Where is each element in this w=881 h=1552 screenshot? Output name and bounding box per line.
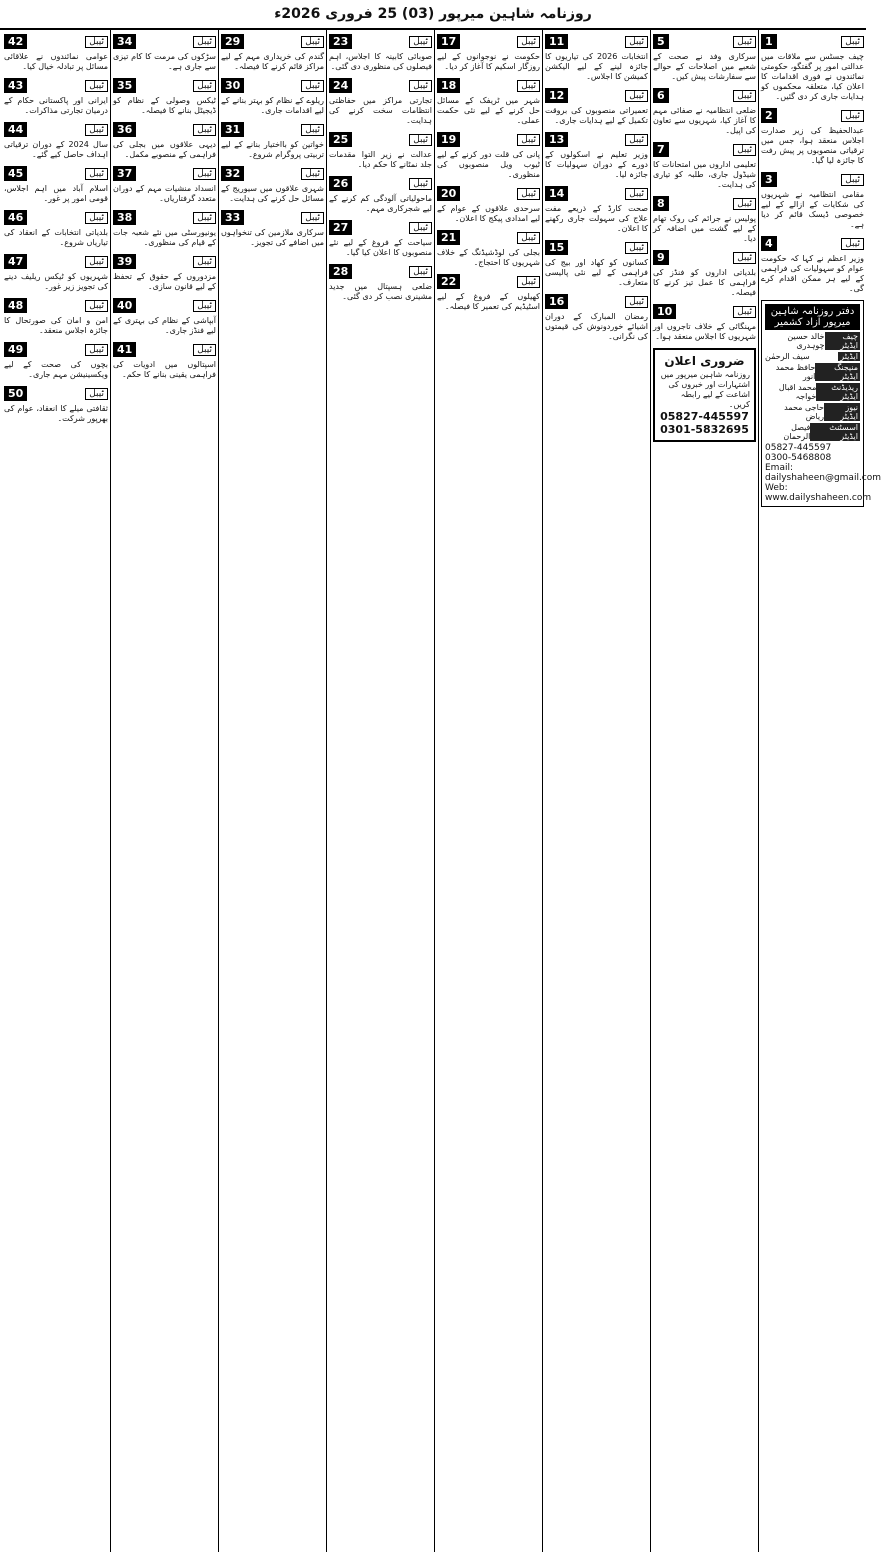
news-item [653,34,756,82]
staff-role: نیوز ایڈیٹر [824,403,860,421]
staff-name: فیصل الرحمان [783,423,811,441]
item-text: ضلعی انتظامیہ نے صفائی مہم کا آغاز کیا، شہریوں سے تعاون کی اپیل۔ [653,106,756,135]
item-number: 44 [4,122,27,137]
item-text: مقامی انتظامیہ نے شہریوں کی شکایات کے ازالے کے لیے خصوصی ڈیسک قائم کر دیا ہے۔ [761,190,864,229]
news-item [113,34,216,72]
item-header [653,142,756,157]
staff-row [765,363,860,381]
item-header [545,294,648,309]
news-item [329,78,432,126]
item-number: 47 [4,254,27,269]
news-column [2,30,110,1552]
item-header [4,210,108,225]
item-text: سرکاری وفد نے صحت کے شعبے میں اصلاحات کے حوالے سے سفارشات پیش کیں۔ [653,52,756,81]
item-tag: ٹیبل [625,134,648,146]
item-text: حکومت نے نوجوانوں کے لیے روزگار اسکیم کا آغاز کر دیا۔ [437,52,540,71]
item-header [4,78,108,93]
item-text: کسانوں کو کھاد اور بیج کی فراہمی کے لیے نئی پالیسی متعارف۔ [545,258,648,287]
item-header [113,122,216,137]
news-item [113,298,216,336]
item-number: 32 [221,166,244,181]
staff-row [765,332,860,350]
item-text: سال 2024 کے دوران ترقیاتی اہداف حاصل کیے گئے۔ [4,140,108,159]
staff-row [765,352,860,361]
item-number: 2 [761,108,777,123]
item-text: وزیر اعظم نے کہا کہ حکومت عوام کو سہولیات کی فراہمی کے لیے ہر ممکن اقدام کرے گی۔ [761,254,864,293]
item-text: اسلام آباد میں اہم اجلاس، قومی امور پر غور۔ [4,184,108,203]
news-item [545,88,648,126]
item-header [653,196,756,211]
news-item [113,254,216,292]
item-text: رمضان المبارک کے دوران اشیائے خوردونوش کی قیمتوں کی نگرانی۔ [545,312,648,341]
news-item [4,254,108,292]
item-number: 27 [329,220,352,235]
item-header [113,342,216,357]
item-header [329,176,432,191]
item-tag: ٹیبل [409,222,432,234]
item-number: 50 [4,386,27,401]
item-text: سرحدی علاقوں کے عوام کے لیے امدادی پیکج کا اعلان۔ [437,204,540,223]
staff-row [765,403,860,421]
item-text: اسپتالوں میں ادویات کی فراہمی یقینی بنانے کا حکم۔ [113,360,216,379]
item-text: سیاحت کے فروغ کے لیے نئے منصوبوں کا اعلان کیا گیا۔ [329,238,432,257]
item-number: 3 [761,172,777,187]
item-header [329,264,432,279]
item-text: بلدیاتی انتخابات کے انعقاد کی تیاریاں شروع۔ [4,228,108,247]
contact-phone: 05827-445597 [765,443,832,453]
news-item [545,34,648,82]
item-text: سرکاری ملازمین کی تنخواہوں میں اضافے کی تجویز۔ [221,228,324,247]
item-number: 11 [545,34,568,49]
news-column [650,30,758,1552]
item-text: چیف جسٹس سے ملاقات میں عدالتی امور پر گفتگو، حکومتی نمائندوں نے فوری اقدامات کا اعلان کیا، متعلقہ محکموں کو ہدایات جاری کر دی گئیں۔ [761,52,864,101]
item-text: مہنگائی کے خلاف تاجروں اور شہریوں کا اجلاس منعقد ہوا۔ [653,322,756,341]
news-item [437,274,540,312]
item-header [329,78,432,93]
item-header [437,34,540,49]
item-header [4,254,108,269]
contact-email[interactable]: Email: dailyshaheen@gmail.com [765,463,881,483]
item-tag: ٹیبل [841,174,864,186]
news-item [545,294,648,342]
item-text: پولیس نے جرائم کی روک تھام کے لیے گشت میں اضافہ کر دیا۔ [653,214,756,243]
item-tag: ٹیبل [841,36,864,48]
item-header [4,386,108,401]
item-text: ضلعی ہسپتال میں جدید مشینری نصب کر دی گئی۔ [329,282,432,301]
news-item [437,230,540,268]
item-header [113,298,216,313]
item-text: انتخابات 2026 کی تیاریوں کا جائزہ لینے کے لیے الیکشن کمیشن کا اجلاس۔ [545,52,649,81]
news-item [761,172,864,230]
item-text: بجلی کی لوڈشیڈنگ کے خلاف شہریوں کا احتجاج۔ [437,248,540,267]
item-text: عوامی نمائندوں نے علاقائی مسائل پر تبادلہ خیال کیا۔ [4,52,108,71]
item-header [4,166,108,181]
news-column [218,30,326,1552]
item-number: 20 [437,186,460,201]
item-text: بلدیاتی اداروں کو فنڈز کی فراہمی کا عمل تیز کرنے کا فیصلہ۔ [653,268,756,297]
item-number: 18 [437,78,460,93]
item-header [4,298,108,313]
item-number: 5 [653,34,669,49]
item-tag: ٹیبل [193,212,216,224]
item-text: گندم کی خریداری مہم کے لیے مراکز قائم کرنے کا فیصلہ۔ [221,52,324,71]
item-number: 12 [545,88,568,103]
item-header [221,122,324,137]
news-item [221,34,324,72]
item-number: 6 [653,88,669,103]
item-text: ریلوے کے نظام کو بہتر بنانے کے لیے اقدامات جاری۔ [221,96,324,115]
item-tag: ٹیبل [625,242,648,254]
item-number: 41 [113,342,136,357]
item-text: شہر میں ٹریفک کے مسائل حل کرنے کے لیے نئی حکمت عملی۔ [437,96,540,125]
news-item [113,78,216,116]
item-header [221,34,324,49]
item-tag: ٹیبل [733,36,756,48]
item-text: صحت کارڈ کے ذریعے مفت علاج کی سہولت جاری رکھنے کا اعلان۔ [545,204,648,233]
announcement-phone: 0301-5832695 [660,423,749,436]
item-tag: ٹیبل [625,296,648,308]
item-header [221,210,324,225]
item-text: عبدالحفیظ کی زیر صدارت اجلاس منعقد ہوا، جس میں ترقیاتی منصوبوں پر پیش رفت کا جائزہ لیا گیا۔ [761,126,864,165]
staff-panel [761,300,881,507]
item-tag: ٹیبل [301,80,324,92]
item-text: آبپاشی کے نظام کی بہتری کے لیے فنڈز جاری۔ [113,316,216,335]
news-column [434,30,542,1552]
item-number: 42 [4,34,27,49]
item-number: 17 [437,34,460,49]
item-header [437,78,540,93]
item-text: امن و امان کی صورتحال کا جائزہ اجلاس منعقد۔ [4,316,108,335]
news-item [653,250,756,298]
news-item [4,210,108,248]
news-item [4,298,108,336]
item-number: 33 [221,210,244,225]
item-header [437,230,540,245]
item-tag: ٹیبل [85,212,108,224]
item-number: 38 [113,210,136,225]
item-text: کھیلوں کے فروغ کے لیے اسٹیڈیم کی تعمیر کا فیصلہ۔ [437,292,540,311]
item-header [4,342,108,357]
staff-name: حافظ محمد انور [775,363,816,381]
item-tag: ٹیبل [85,344,108,356]
item-text: ٹیکس وصولی کے نظام کو ڈیجیٹل بنانے کا فیصلہ۔ [113,96,216,115]
news-column [758,30,881,1552]
item-text: انسداد منشیات مہم کے دوران متعدد گرفتاریاں۔ [113,184,216,203]
item-header [4,122,108,137]
item-tag: ٹیبل [301,212,324,224]
item-tag: ٹیبل [733,90,756,102]
news-item [437,78,540,126]
item-number: 1 [761,34,777,49]
news-item [329,220,432,258]
news-item [221,166,324,204]
item-header [545,88,648,103]
item-tag: ٹیبل [193,344,216,356]
news-item [4,386,108,424]
staff-role: ایڈیٹر [840,352,858,361]
item-tag: ٹیبل [625,36,648,48]
item-number: 23 [329,34,352,49]
item-number: 37 [113,166,136,181]
news-item [437,186,540,224]
news-item [4,78,108,116]
item-text: عدالت نے زیر التوا مقدمات جلد نمٹانے کا حکم دیا۔ [329,150,432,169]
item-header [4,34,108,49]
item-number: 8 [653,196,669,211]
news-item [221,122,324,160]
item-number: 26 [329,176,352,191]
item-tag: ٹیبل [409,134,432,146]
item-tag: ٹیبل [85,80,108,92]
item-header [545,186,648,201]
item-number: 7 [653,142,669,157]
contact-phone: 0300-5468808 [765,453,832,463]
item-number: 45 [4,166,27,181]
news-item [4,342,108,380]
item-text: ثقافتی میلے کا انعقاد، عوام کی بھرپور شرکت۔ [4,404,108,423]
news-item [329,34,432,72]
item-header [113,254,216,269]
news-item [545,240,648,288]
item-tag: ٹیبل [517,188,540,200]
news-item [4,122,108,160]
news-column [326,30,434,1552]
item-number: 35 [113,78,136,93]
item-number: 13 [545,132,568,147]
item-tag: ٹیبل [517,232,540,244]
news-item [653,304,756,342]
item-header [545,240,648,255]
item-text: تجارتی مراکز میں حفاظتی انتظامات سخت کرنے کی ہدایت۔ [329,96,432,125]
staff-name: حاجی محمد ریاض [784,403,824,421]
news-item [545,132,648,180]
news-column [110,30,218,1552]
item-number: 31 [221,122,244,137]
item-number: 4 [761,236,777,251]
item-tag: ٹیبل [193,300,216,312]
item-header [653,304,756,319]
item-tag: ٹیبل [625,90,648,102]
item-tag: ٹیبل [85,256,108,268]
item-header [113,210,216,225]
item-header [221,78,324,93]
item-number: 48 [4,298,27,313]
item-number: 25 [329,132,352,147]
item-tag: ٹیبل [733,198,756,210]
item-tag: ٹیبل [193,80,216,92]
item-tag: ٹیبل [409,36,432,48]
item-text: تعلیمی اداروں میں امتحانات کا شیڈول جاری، طلبہ کو تیاری کی ہدایت۔ [653,160,756,189]
item-text: صوبائی کابینہ کا اجلاس، اہم فیصلوں کی منظوری دی گئی۔ [329,52,432,71]
news-item [329,264,432,302]
staff-row [765,423,860,441]
item-number: 28 [329,264,352,279]
item-tag: ٹیبل [85,124,108,136]
item-header [329,132,432,147]
item-number: 14 [545,186,568,201]
contact-website[interactable]: Web: www.dailyshaheen.com [765,483,872,503]
item-header [437,132,540,147]
item-number: 16 [545,294,568,309]
item-tag: ٹیبل [409,178,432,190]
item-tag: ٹیبل [409,80,432,92]
news-item [113,210,216,248]
news-item [761,108,864,166]
item-text: بچوں کی صحت کے لیے ویکسینیشن مہم جاری۔ [4,360,108,379]
item-text: ماحولیاتی آلودگی کم کرنے کے لیے شجرکاری مہم۔ [329,194,432,213]
item-number: 49 [4,342,27,357]
news-item [761,236,864,294]
item-header [653,88,756,103]
news-item [4,166,108,204]
item-tag: ٹیبل [85,300,108,312]
item-text: دیہی علاقوں میں بجلی کی فراہمی کے منصوبے مکمل۔ [113,140,216,159]
item-number: 43 [4,78,27,93]
announcement-phone: 05827-445597 [660,410,749,423]
item-number: 39 [113,254,136,269]
item-text: یونیورسٹی میں نئے شعبہ جات کے قیام کی منظوری۔ [113,228,216,247]
announcement-title: ضروری اعلان [664,354,745,368]
item-tag: ٹیبل [841,110,864,122]
item-tag: ٹیبل [517,36,540,48]
panel-header: دفتر روزنامہ شاہین میرپور آزاد کشمیر [765,304,860,330]
news-item [653,196,756,244]
item-header [545,34,648,49]
item-header [761,172,864,187]
item-tag: ٹیبل [733,252,756,264]
item-header [545,132,648,147]
news-item [221,210,324,248]
item-text: شہریوں کو ٹیکس ریلیف دینے کی تجویز زیر غور۔ [4,272,108,291]
item-tag: ٹیبل [193,168,216,180]
item-number: 22 [437,274,460,289]
news-item [113,166,216,204]
news-column [542,30,650,1552]
masthead [0,0,866,30]
item-tag: ٹیبل [517,134,540,146]
announcement-text: روزنامہ شاہین میرپور میں اشتہارات اور خبروں کی اشاعت کے لیے رابطہ کریں۔ [660,370,750,409]
masthead-title: روزنامہ شاہین میرپور (03) 25 فروری 2026ء [274,6,592,22]
item-header [437,186,540,201]
item-header [653,250,756,265]
news-item [113,122,216,160]
announcement-box [653,348,756,442]
item-tag: ٹیبل [193,256,216,268]
item-text: خواتین کو بااختیار بنانے کے لیے تربیتی پروگرام شروع۔ [221,140,324,159]
item-tag: ٹیبل [85,36,108,48]
item-tag: ٹیبل [193,124,216,136]
news-item [437,34,540,72]
item-tag: ٹیبل [733,306,756,318]
item-header [761,236,864,251]
item-header [329,220,432,235]
item-number: 9 [653,250,669,265]
item-text: ایرانی اور پاکستانی حکام کے درمیان تجارتی مذاکرات۔ [4,96,108,115]
item-tag: ٹیبل [85,388,108,400]
news-item [4,34,108,72]
item-number: 34 [113,34,136,49]
item-tag: ٹیبل [301,168,324,180]
item-tag: ٹیبل [517,276,540,288]
item-tag: ٹیبل [85,168,108,180]
news-item [545,186,648,234]
item-number: 29 [221,34,244,49]
item-number: 21 [437,230,460,245]
news-item [113,342,216,380]
item-tag: ٹیبل [841,238,864,250]
item-text: سڑکوں کی مرمت کا کام تیزی سے جاری ہے۔ [113,52,216,71]
item-text: تعمیراتی منصوبوں کی بروقت تکمیل کے لیے ہدایات جاری۔ [545,106,648,125]
item-header [221,166,324,181]
item-header [329,34,432,49]
item-number: 24 [329,78,352,93]
staff-row [765,383,860,401]
news-item [329,132,432,170]
item-tag: ٹیبل [733,144,756,156]
item-tag: ٹیبل [301,36,324,48]
item-number: 30 [221,78,244,93]
item-text: پانی کی قلت دور کرنے کے لیے ٹیوب ویل منصوبوں کی منظوری۔ [437,150,540,179]
news-item [221,78,324,116]
news-item [761,34,864,102]
item-header [437,274,540,289]
item-text: شہری علاقوں میں سیوریج کے مسائل حل کرنے کی ہدایت۔ [221,184,324,203]
news-item [437,132,540,180]
item-text: وزیر تعلیم نے اسکولوں کے دورے کے دوران سہولیات کا جائزہ لیا۔ [545,150,648,179]
item-header [653,34,756,49]
staff-role: چیف ایڈیٹر [825,332,861,350]
item-number: 10 [653,304,676,319]
news-item [653,88,756,136]
item-number: 19 [437,132,460,147]
news-item [329,176,432,214]
item-header [113,166,216,181]
item-header [113,34,216,49]
staff-name: سیف الرحمٰن [765,352,810,361]
item-number: 46 [4,210,27,225]
item-number: 15 [545,240,568,255]
staff-role: اسسٹنٹ ایڈیٹر [810,423,860,441]
item-text: مزدوروں کے حقوق کے تحفظ کے لیے قانون سازی۔ [113,272,216,291]
item-number: 36 [113,122,136,137]
item-number: 40 [113,298,136,313]
item-header [761,34,864,49]
item-tag: ٹیبل [193,36,216,48]
staff-name: خالد حسین چوہدری [787,332,825,350]
item-tag: ٹیبل [517,80,540,92]
item-header [113,78,216,93]
staff-role: منیجنگ ایڈیٹر [815,363,860,381]
item-tag: ٹیبل [409,266,432,278]
news-columns [0,30,881,1552]
news-item [653,142,756,190]
item-header [761,108,864,123]
staff-role: ریذیڈنٹ ایڈیٹر [816,383,860,401]
item-tag: ٹیبل [625,188,648,200]
staff-name: محمد اقبال خواجہ [778,383,817,401]
item-tag: ٹیبل [301,124,324,136]
